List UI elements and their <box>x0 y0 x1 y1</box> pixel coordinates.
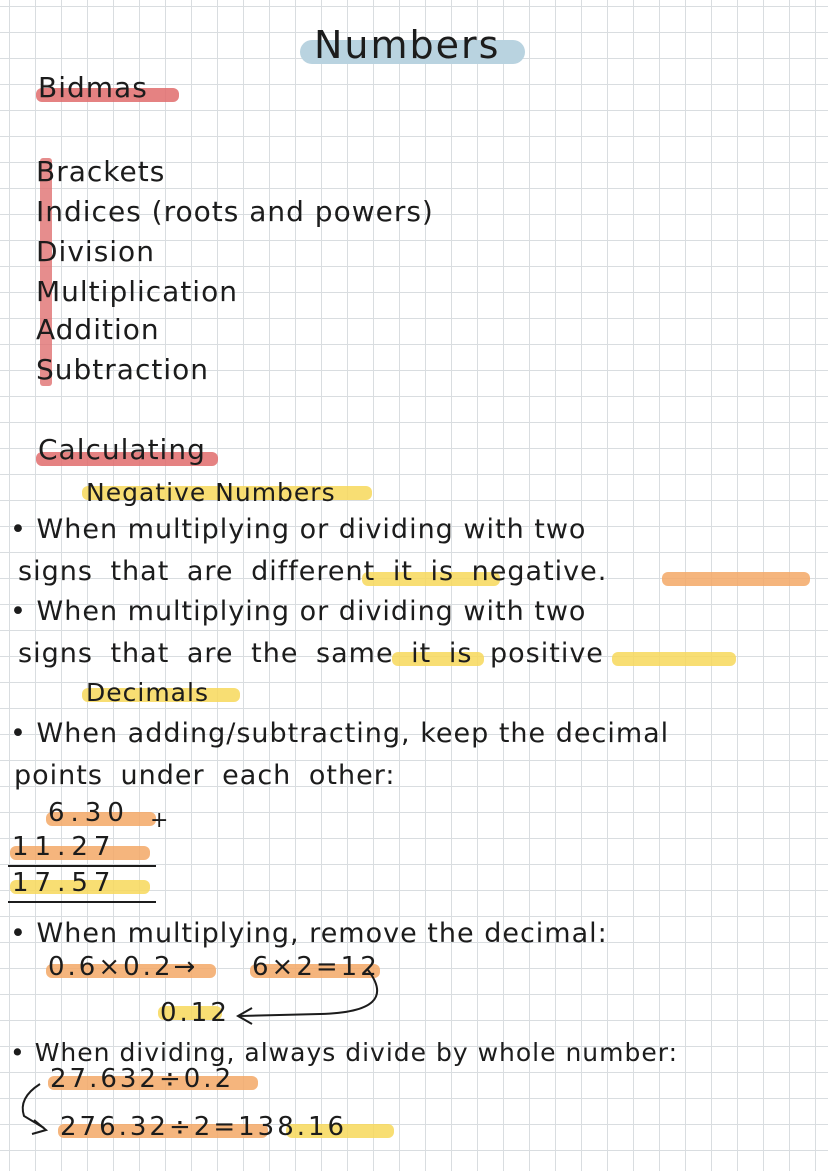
div-line: When dividing, always divide by whole number: <box>34 1038 678 1067</box>
mult-b: 6×2=12 <box>252 952 380 982</box>
bullet-dot: • <box>10 596 27 627</box>
bullet-dot: • <box>10 514 27 545</box>
decimals-line-1: When adding/subtracting, keep the decimal <box>36 718 670 749</box>
positive-word: positive <box>490 638 604 669</box>
sum-result: 17.57 <box>12 868 117 898</box>
div-bullet <box>10 1040 678 1065</box>
bidmas-item-subtraction: Subtraction <box>36 353 209 386</box>
negative-word: negative. <box>471 556 608 587</box>
negative-line-2: signs that are different it is negative. <box>18 556 608 587</box>
sum-plus: + <box>150 808 175 833</box>
bullet-dot: • <box>10 718 27 749</box>
div-a: 27.632÷0.2 <box>50 1064 235 1094</box>
calculating-heading: Calculating <box>38 433 206 466</box>
div-result: 138.16 <box>238 1112 348 1142</box>
decimals-line-2: points under each other: <box>14 760 396 791</box>
bidmas-heading: Bidmas <box>38 71 148 104</box>
div-curved-arrow <box>23 1084 44 1128</box>
same-word: same <box>316 638 394 669</box>
bidmas-item-division: Division <box>36 235 155 268</box>
mult-a: 0.6×0.2→ <box>48 952 199 982</box>
negative-line-4: signs that are the same it is positive <box>18 638 604 669</box>
bidmas-item-multiplication: Multiplication <box>36 275 238 308</box>
sum-a: 6.30 <box>48 798 130 828</box>
sum-b: 11.27 <box>12 832 117 862</box>
bullet-dot: • <box>10 918 27 949</box>
decimals-subheading: Decimals <box>86 678 209 707</box>
bullet-dot: • <box>10 1038 26 1067</box>
bidmas-item-addition: Addition <box>36 313 160 346</box>
negative-line-3: When multiplying or dividing with two <box>36 596 587 627</box>
right-arrow-icon: → <box>173 952 199 982</box>
bidmas-item-indices: Indices (roots and powers) <box>36 195 434 228</box>
different-word: different <box>251 556 376 587</box>
mult-line: When multiplying, remove the decimal: <box>36 918 608 949</box>
page-title: Numbers <box>314 23 501 67</box>
mult-result: 0.12 <box>160 998 230 1028</box>
div-b: 276.32÷2=138.16 <box>60 1112 348 1142</box>
negative-line-1: When multiplying or dividing with two <box>36 514 587 545</box>
mult-bullet <box>10 920 608 947</box>
negative-numbers-subheading: Negative Numbers <box>86 478 336 507</box>
bidmas-item-brackets: Brackets <box>36 155 166 188</box>
